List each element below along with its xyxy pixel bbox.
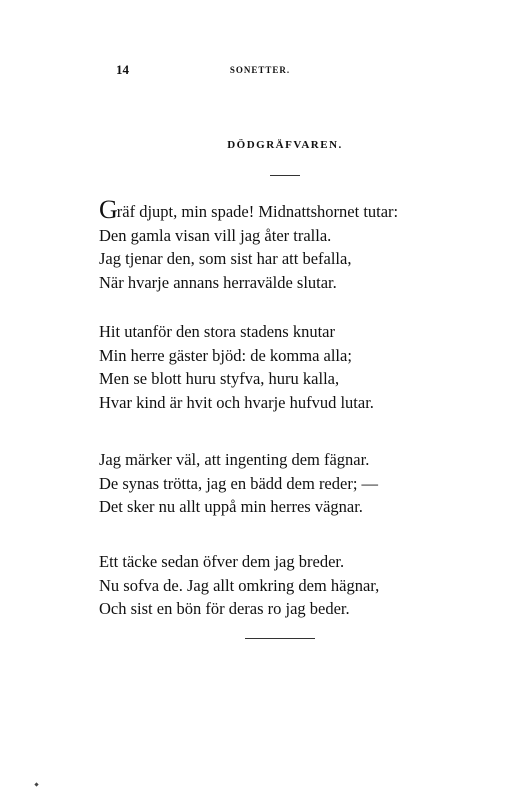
poem-line: Jag märker väl, att ingenting dem fägnar. (99, 450, 370, 469)
end-rule (245, 638, 315, 639)
dropcap: G (99, 195, 118, 224)
poem-line: Men se blott huru styfva, huru kalla, (99, 369, 340, 388)
poem-line: Ett täcke sedan öfver dem jag breder. (99, 552, 345, 571)
poem-line: Nu sofva de. Jag allt omkring dem hägnar, (99, 575, 380, 595)
poem-line: Hit utanför den stora stadens knutar (99, 322, 335, 341)
poem-title: DÖDGRÄFVAREN. (227, 139, 343, 151)
poem-line-text: räf djupt, min spade! Midnattshornet tutar: (116, 202, 399, 221)
ink-speck (34, 782, 38, 786)
poem-line: De synas trötta, jag en bädd dem reder; — (99, 473, 379, 493)
stanza-3 (99, 448, 378, 519)
poem-line: Och sist en bön för deras ro jag beder. (99, 599, 350, 618)
poem-line: Min herre gäster bjöd: de komma alla; (99, 345, 352, 365)
poem-line: Den gamla visan vill jag åter tralla. (99, 225, 332, 245)
poem-line (99, 195, 399, 224)
poem-line: Jag tjenar den, som sist har att befalla, (99, 249, 352, 268)
title-rule (270, 175, 300, 176)
poem-line: När hvarje annans herravälde slutar. (99, 272, 337, 292)
running-head: SONETTER. (229, 65, 291, 75)
stanza-2 (99, 320, 374, 414)
stanza-4 (99, 550, 379, 621)
poem-line: Det sker nu allt uppå min herres vägnar. (99, 497, 363, 516)
page-number: 14 (116, 62, 129, 77)
stanza-1 (99, 195, 399, 294)
poem-line: Hvar kind är hvit och hvarje hufvud lutar. (99, 392, 374, 412)
